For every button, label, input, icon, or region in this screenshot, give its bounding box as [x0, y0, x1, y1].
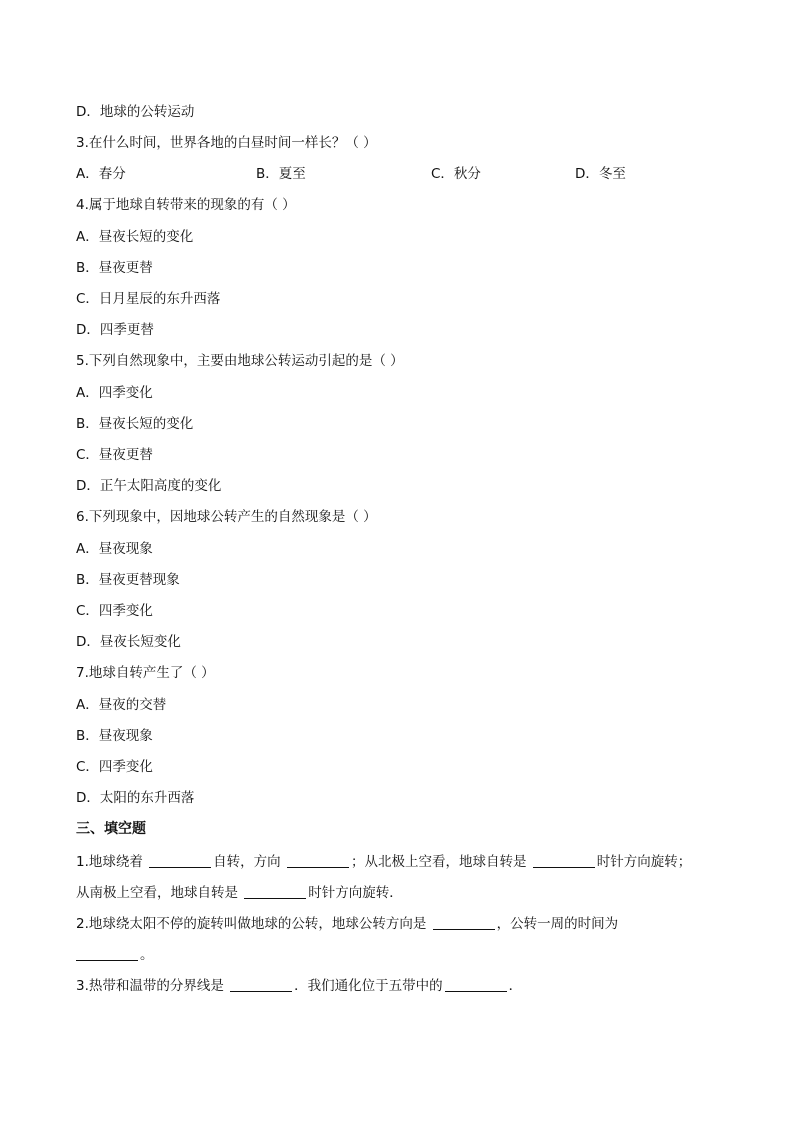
q6-option-c: C．四季变化	[76, 603, 153, 619]
fill-1-text-2: 自转，方向	[213, 854, 285, 870]
q3-option-a: A．春分	[76, 166, 126, 182]
fill-1-line-2	[76, 884, 403, 902]
q3-option-c: C．秋分	[431, 166, 481, 182]
q3-options	[76, 165, 756, 183]
section-3-heading: 三、填空题	[76, 821, 146, 837]
fill-2-text-2: ，公转一周的时间为	[496, 916, 619, 932]
q6-question: 6.下列现象中，因地球公转产生的自然现象是（ ）	[76, 509, 377, 525]
fill-2-blank-2[interactable]	[76, 946, 138, 961]
q7-question: 7.地球自转产生了（ ）	[76, 665, 215, 681]
fill-1-line-1	[76, 853, 691, 871]
q7-option-a: A．昼夜的交替	[76, 697, 167, 713]
q2-option-d: D．地球的公转运动	[76, 104, 195, 120]
fill-3-blank-1[interactable]	[230, 977, 292, 992]
fill-1-blank-4[interactable]	[244, 884, 306, 899]
q7-option-c: C．四季变化	[76, 759, 153, 775]
q4-question: 4.属于地球自转带来的现象的有（ ）	[76, 197, 296, 213]
q4-option-a: A．昼夜长短的变化	[76, 229, 194, 245]
q7-option-d: D．太阳的东升西落	[76, 790, 195, 806]
fill-2-line-1	[76, 915, 618, 933]
fill-3-text-2: ．我们通化位于五带中的	[294, 978, 443, 994]
fill-1-text-3: ；从北极上空看，地球自转是	[350, 854, 531, 870]
fill-3-blank-2[interactable]	[445, 977, 507, 992]
q4-option-c: C．日月星辰的东升西落	[76, 291, 221, 307]
fill-1-text-4: 时针方向旋转；	[596, 854, 692, 870]
fill-2-line-2	[76, 946, 154, 964]
q7-option-b: B．昼夜现象	[76, 728, 153, 744]
q6-option-d: D．昼夜长短变化	[76, 634, 181, 650]
q3-option-b: B．夏至	[256, 166, 306, 182]
fill-2-text-1: 2.地球绕太阳不停的旋转叫做地球的公转，地球公转方向是	[76, 916, 431, 932]
fill-1-blank-3[interactable]	[533, 853, 595, 868]
q6-option-a: A．昼夜现象	[76, 541, 153, 557]
fill-1-blank-2[interactable]	[287, 853, 349, 868]
q3-option-d: D．冬至	[575, 166, 626, 182]
q5-option-d: D．正午太阳高度的变化	[76, 478, 222, 494]
fill-2-text-3: 。	[140, 947, 154, 963]
fill-1-text-5: 从南极上空看，地球自转是	[76, 885, 243, 901]
q3-question: 3.在什么时间，世界各地的白昼时间一样长？（ ）	[76, 135, 377, 151]
fill-3-text-3: ．	[508, 978, 523, 994]
q5-option-b: B．昼夜长短的变化	[76, 416, 194, 432]
q6-option-b: B．昼夜更替现象	[76, 572, 180, 588]
fill-1-text-1: 1.地球绕着	[76, 854, 148, 870]
fill-2-blank-1[interactable]	[433, 915, 495, 930]
fill-3-line-1	[76, 977, 522, 995]
q5-option-c: C．昼夜更替	[76, 447, 153, 463]
q4-option-b: B．昼夜更替	[76, 260, 153, 276]
q5-option-a: A．四季变化	[76, 385, 153, 401]
q4-option-d: D．四季更替	[76, 322, 154, 338]
fill-1-text-6: 时针方向旋转．	[308, 885, 403, 901]
q5-question: 5.下列自然现象中，主要由地球公转运动引起的是（ ）	[76, 353, 404, 369]
fill-1-blank-1[interactable]	[149, 853, 211, 868]
fill-3-text-1: 3.热带和温带的分界线是	[76, 978, 229, 994]
